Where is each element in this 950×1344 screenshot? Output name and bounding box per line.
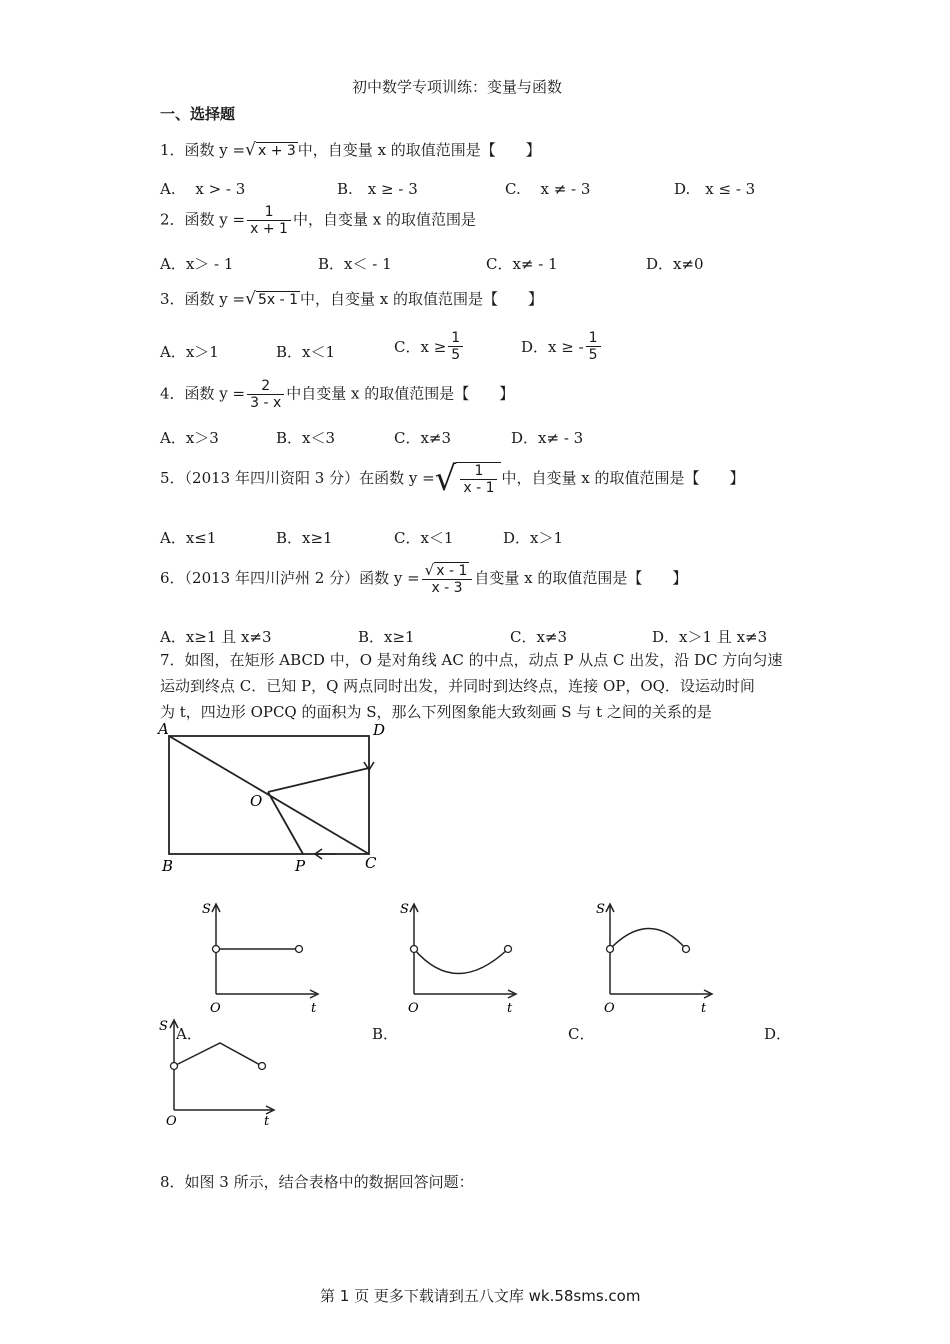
question-7-line-3: 为 t，四边形 OPCQ 的面积为 S，那么下列图象能大致刻画 S 与 t 之间的关系的是 [160, 703, 712, 721]
graph-a-t-label: t [311, 1001, 317, 1016]
q2-option-c: C．x≠ - 1 [486, 255, 558, 273]
label-p: P [295, 857, 306, 875]
question-2 [160, 204, 476, 237]
q4-prefix: 4．函数 y = [160, 384, 246, 403]
question-6 [160, 562, 687, 596]
question-7-line-1: 7．如图，在矩形 ABCD 中，O 是对角线 AC 的中点，动点 P 从点 C 出发，沿 DC 方向匀速 [160, 651, 783, 669]
q3-c-den: 5 [448, 346, 463, 363]
graph-b-o-label: O [408, 1001, 419, 1016]
q1-radicand: x + 3 [257, 143, 296, 159]
graph-a-o-label: O [210, 1001, 221, 1016]
graph-d-s-label: S [159, 1019, 168, 1034]
q6-num [422, 562, 473, 579]
graph-c [590, 898, 720, 1016]
graph-b [394, 898, 524, 1016]
label-o: O [250, 792, 263, 810]
graph-d [154, 1012, 284, 1130]
q2-option-d: D．x≠0 [646, 255, 704, 273]
question-1 [160, 140, 541, 160]
q5-option-d: D．x＞1 [503, 529, 564, 547]
q6-den: x - 3 [422, 579, 473, 596]
q1-option-b: B. x ≥ - 3 [337, 180, 418, 198]
q2-prefix: 2．函数 y = [160, 210, 246, 229]
q2-fraction [247, 204, 291, 237]
q3-option-d-label: D．x ≥ - [521, 338, 584, 356]
section-heading: 一、选择题 [160, 105, 236, 123]
question-4 [160, 378, 514, 411]
graph-a-s-label: S [202, 902, 211, 917]
label-c: C [365, 854, 377, 872]
q5-radical [456, 462, 501, 496]
curve-b [414, 949, 508, 974]
q5-num: 1 [474, 463, 484, 479]
question-7-line-2: 运动到终点 C．已知 P，Q 两点同时出发，并同时到达终点，连接 OP，OQ．设运动时间 [160, 677, 755, 695]
q6-num-radicand: x - 1 [436, 563, 468, 579]
page-title: 初中数学专项训练：变量与函数 [352, 78, 563, 96]
q4-fraction [247, 378, 284, 411]
q5-option-a: A．x≤1 [160, 529, 217, 547]
q4-option-b: B．x＜3 [276, 429, 336, 447]
q3-suffix: 中，自变量 x 的取值范围是【 】 [300, 290, 544, 308]
question-3 [160, 289, 543, 309]
segment-oq [268, 768, 369, 792]
q4-option-c: C．x≠3 [394, 429, 452, 447]
question-5 [160, 459, 745, 499]
q4-num: 2 [261, 378, 271, 394]
q5-suffix: 中，自变量 x 的取值范围是【 】 [501, 469, 745, 487]
q3-d-fraction [586, 330, 601, 363]
segment-op [268, 792, 303, 854]
q1-option-c: C. x ≠ - 3 [505, 180, 591, 198]
q4-option-d: D．x≠ - 3 [511, 429, 584, 447]
q2-num: 1 [264, 204, 274, 220]
graph-c-o-label: O [604, 1001, 615, 1016]
q3-option-a: A．x＞1 [160, 343, 219, 361]
graph-c-s-label: S [596, 902, 605, 917]
q6-prefix: 6．（2013 年四川泸州 2 分）函数 y = [160, 569, 420, 587]
graph-choice-d: D． [764, 1025, 792, 1043]
q3-option-d [521, 330, 603, 363]
sqrt-icon: √ [245, 289, 256, 309]
q2-option-a: A．x＞ - 1 [160, 255, 234, 273]
q5-prefix: 5．（2013 年四川资阳 3 分）在函数 y = [160, 469, 435, 487]
q6-option-a: A．x≥1 且 x≠3 [160, 628, 272, 646]
sqrt-icon: √ [245, 140, 256, 160]
graph-d-o-label: O [166, 1114, 177, 1129]
graph-a [196, 898, 326, 1016]
q4-suffix: 中自变量 x 的取值范围是【 】 [286, 384, 515, 403]
q3-radicand: 5x - 1 [257, 292, 299, 308]
curve-d [174, 1043, 262, 1066]
q3-prefix: 3．函数 y = [160, 290, 246, 308]
q6-option-b: B．x≥1 [358, 628, 415, 646]
graph-c-t-label: t [701, 1001, 707, 1016]
q6-fraction [422, 562, 473, 596]
q6-suffix: 自变量 x 的取值范围是【 】 [474, 569, 688, 587]
graph-choice-c: C． [568, 1025, 595, 1043]
label-d: D [373, 721, 386, 739]
graph-b-t-label: t [507, 1001, 513, 1016]
q1-prefix: 1．函数 y = [160, 141, 246, 159]
q1-option-d: D. x ≤ - 3 [674, 180, 756, 198]
label-b: B [162, 857, 174, 875]
graph-d-t-label: t [264, 1114, 270, 1129]
graph-choice-b: B． [372, 1025, 399, 1043]
label-a: A [158, 720, 169, 738]
q1-option-a: A. x > - 3 [160, 180, 246, 198]
q2-suffix: 中，自变量 x 的取值范围是 [292, 210, 476, 229]
q4-den: 3 - x [247, 394, 284, 411]
graph-b-s-label: S [400, 902, 409, 917]
q3-option-c [394, 330, 465, 363]
q5-option-c: C．x＜1 [394, 529, 454, 547]
q2-den: x + 1 [247, 220, 291, 237]
q5-option-b: B．x≥1 [276, 529, 333, 547]
q5-fraction [460, 463, 497, 496]
curve-c [610, 929, 686, 950]
q5-den: x - 1 [460, 479, 497, 496]
q3-d-den: 5 [586, 346, 601, 363]
sqrt-icon: √ [424, 561, 435, 579]
q3-c-num: 1 [451, 330, 461, 346]
q3-option-c-label: C．x ≥ [394, 338, 447, 356]
graph-choice-a: A． [176, 1025, 202, 1043]
rectangle-figure [150, 718, 400, 878]
q6-option-c: C．x≠3 [510, 628, 568, 646]
q2-option-b: B．x＜ - 1 [318, 255, 392, 273]
q6-option-d: D．x＞1 且 x≠3 [652, 628, 768, 646]
q3-d-num: 1 [588, 330, 598, 346]
page-footer: 第 1 页 更多下载请到五八文库 wk.58sms.com [320, 1287, 641, 1305]
q3-c-fraction [448, 330, 463, 363]
q4-option-a: A．x＞3 [160, 429, 219, 447]
question-8: 8．如图 3 所示，结合表格中的数据回答问题： [160, 1173, 474, 1191]
q1-suffix: 中，自变量 x 的取值范围是【 】 [297, 141, 541, 159]
q3-option-b: B．x＜1 [276, 343, 336, 361]
sqrt-icon: √ [434, 459, 457, 499]
